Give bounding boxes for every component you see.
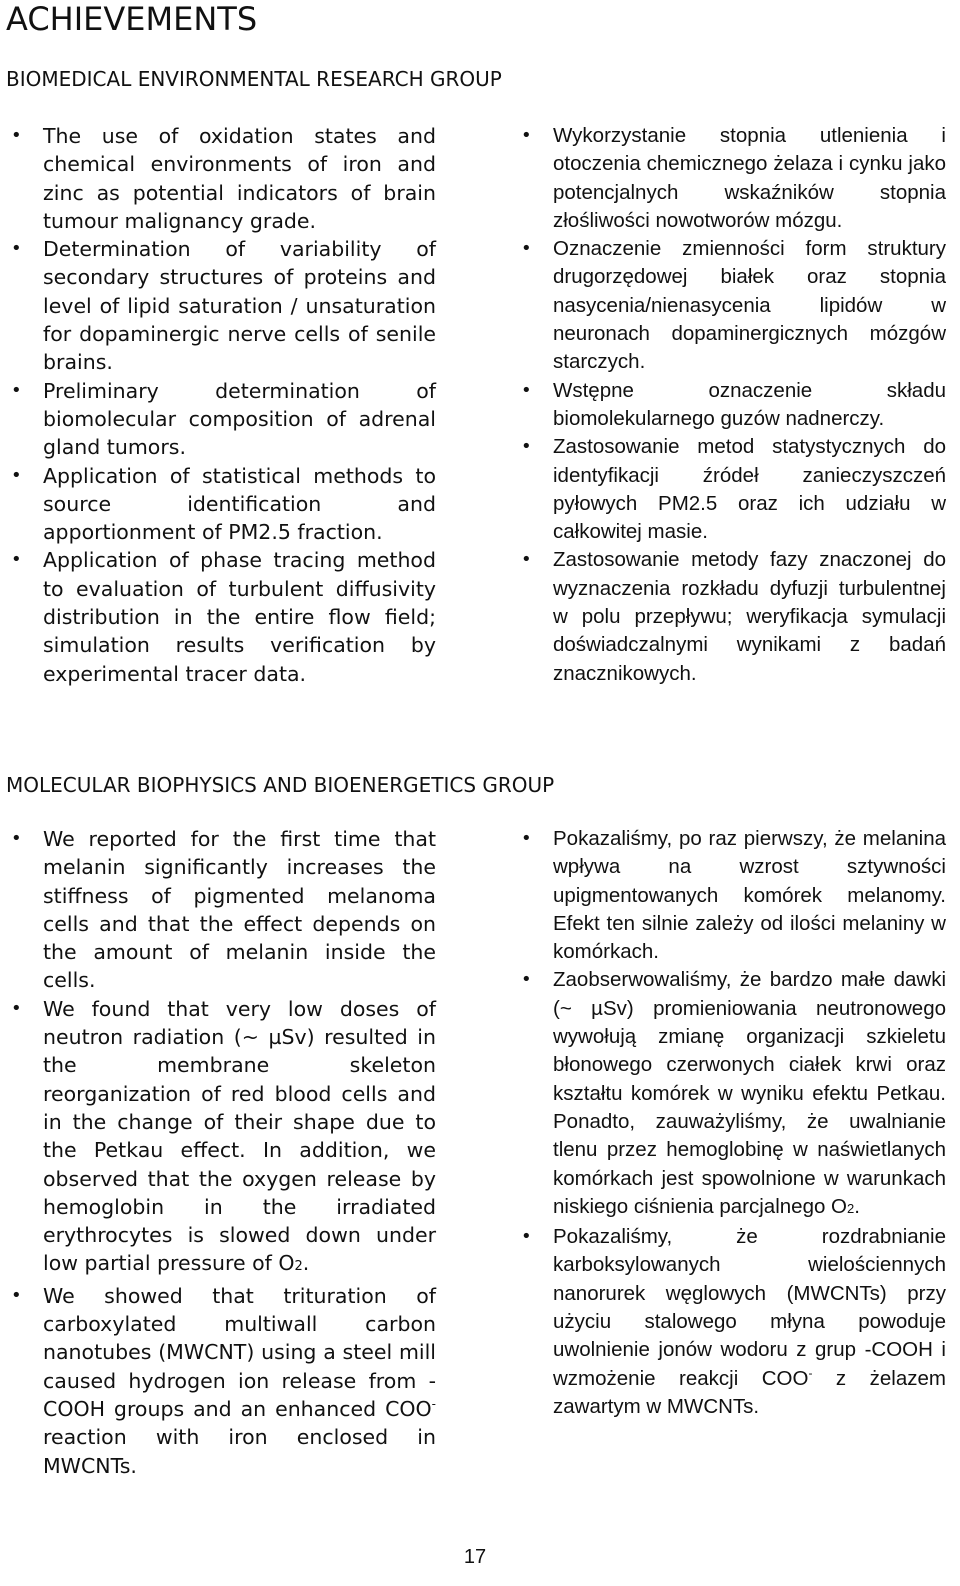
list-item-text: We found that very low doses of neutron radiation (~ µSv) resulted in the membrane skeleton reorganization of red blood cells and in the change of their shape due to the Petkau effect. In addition, we observed that the oxygen release by hemoglobin in the irradiated erythrocytes is slowed down under low partial pressure of O [43,996,436,1276]
sec1-english-list [43,122,436,688]
list-item [43,995,436,1282]
list-item-text-end: reaction with iron enclosed in MWCNTs. [43,1425,436,1478]
list-item: • Zastosowanie metod statystycznych do identyfikacji źródeł zanieczyszczeń pyłowych PM2.5 oraz ich udziału w całkowitej masie. [553,433,946,546]
list-item: • The use of oxidation states and chemical environments of iron and zinc as potential indicators of brain tumour malignancy grade. [43,122,436,235]
list-item: • Application of phase tracing method to evaluation of turbulent diffusivity distribution in the entire flow field; simulation results verification by experimental tracer data. [43,546,436,687]
list-item: • We reported for the first time that melanin significantly increases the stiffness of pigmented melanoma cells and that the effect depends on the amount of melanin inside the cells. [43,825,436,995]
list-item: • Oznaczenie zmienności form struktury drugorzędowej białek oraz stopnia nasycenia/nienasycenia lipidów w neuronach dopaminergicznych mózgów starczych. [553,235,946,376]
page-title: ACHIEVEMENTS [6,0,258,38]
subscript: 2 [847,1200,855,1216]
list-item: • Determination of variability of secondary structures of proteins and level of lipid saturation / unsaturation for dopaminergic nerve cells of senile brains. [43,235,436,376]
section-heading-biomedical: BIOMEDICAL ENVIRONMENTAL RESEARCH GROUP [6,67,502,91]
list-item [553,1223,946,1421]
list-item: • Application of statistical methods to source identification and apportionment of PM2.5 fraction. [43,462,436,547]
sec2-english-list [43,825,436,1480]
list-item-text: Zaobserwowaliśmy, że bardzo małe dawki (~ µSv) promieniowania neutronowego wywołują zmianę organizacji szkieletu błonowego czerwonych ciałek krwi oraz kształtu komórek w wyniku efektu Petkau. Ponadto, zauważyliśmy, że uwalnianie tlenu przez hemoglobinę w naświetlanych komórkach jest spowolnione w warunkach niskiego ciśnienia parcjalnego O [553,968,946,1218]
list-item-text-end: . [302,1251,310,1276]
list-item: • Wykorzystanie stopnia utlenienia i otoczenia chemicznego żelaza i cynku jako potencjalnych wskaźników stopnia złośliwości nowotworów mózgu. [553,122,946,235]
list-item-text-end: z żelazem zawartym w MWCNTs. [553,1366,946,1418]
list-item [553,966,946,1223]
list-item: • Pokazaliśmy, po raz pierwszy, że melanina wpływa na wzrost sztywności upigmentowanych komórek melanomy. Efekt ten silnie zależy od ilości melaniny w komórkach. [553,825,946,966]
sec2-polish-list [553,825,946,1421]
list-item [43,1282,436,1480]
superscript: - [431,1397,436,1412]
list-item-text-end: . [854,1194,860,1218]
section-heading-molecular: MOLECULAR BIOPHYSICS AND BIOENERGETICS GROUP [6,773,555,797]
subscript: 2 [294,1259,303,1275]
sec1-polish-list [553,122,946,688]
list-item-text: We showed that trituration of carboxylated multiwall carbon nanotubes (MWCNT) using a steel mill caused hydrogen ion release from -COOH groups and an enhanced COO [43,1283,436,1421]
page-number: 17 [463,1546,487,1568]
list-item: • Wstępne oznaczenie składu biomolekularnego guzów nadnerczy. [553,377,946,434]
list-item-text: Pokazaliśmy, że rozdrabnianie karboksylowanych wielościennych nanorurek węglowych (MWCNTs) przy użyciu stalowego młyna powoduje uwolnienie jonów wodoru z grup -COOH i wzmożenie reakcji COO [553,1225,946,1390]
superscript: - [808,1365,813,1380]
list-item: • Preliminary determination of biomolecular composition of adrenal gland tumors. [43,377,436,462]
list-item: • Zastosowanie metody fazy znaczonej do wyznaczenia rozkładu dyfuzji turbulentnej w polu przepływu; weryfikacja symulacji doświadczalnymi wynikami z badań znacznikowych. [553,546,946,687]
